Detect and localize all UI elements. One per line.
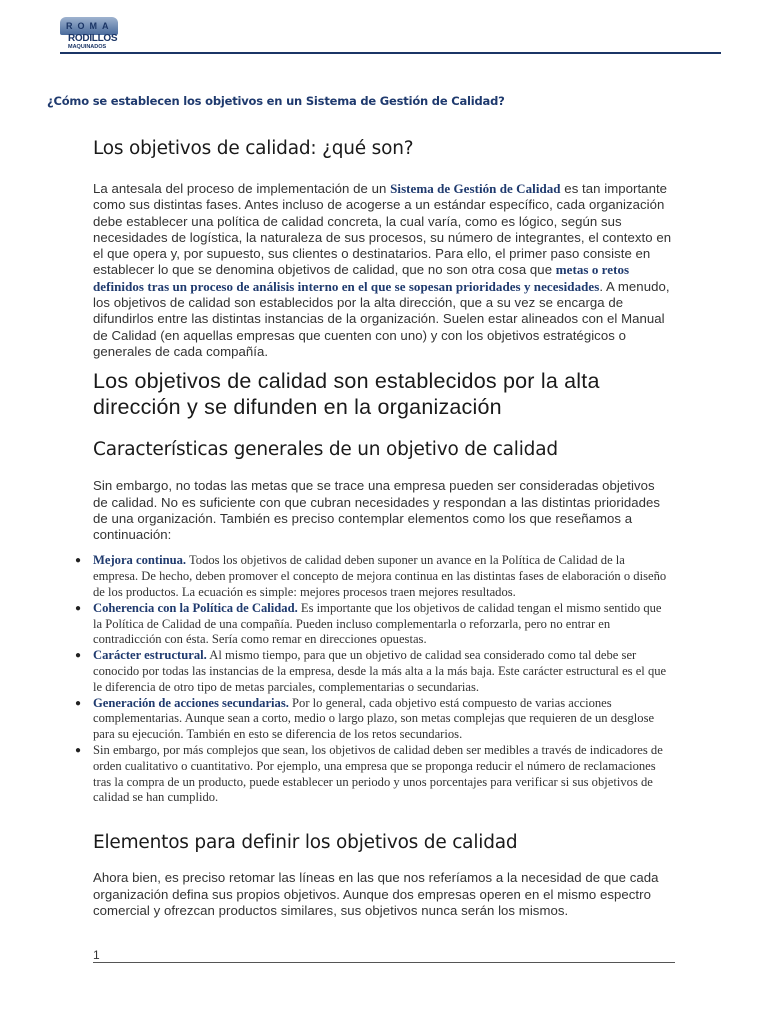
logo-brand-top: ROMA [66, 21, 114, 31]
header-divider [60, 52, 721, 54]
section1-paragraph [93, 181, 673, 360]
bullet-icon: ● [75, 697, 82, 709]
logo-brand-main: RODILLOS [68, 33, 118, 44]
item-term: Coherencia con la Política de Calidad. [93, 600, 298, 615]
list-item [65, 648, 673, 695]
section1-text-c: . A menudo, los objetivos de calidad son establecidos por la alta dirección, que a su vez se encarga de difundirlos entre las distintas instancias de la organización. Suelen estar alineados con el Manual de Calidad (en aquellas empresas que cuenten con uno) y con los objetivos estratégicos o generales de cada compañía. [93, 278, 670, 359]
list-item [65, 601, 673, 648]
list-item [65, 743, 673, 806]
item-text: Por lo general, cada objetivo está compuesto de varias acciones complementarias. Aunque sean a corto, medio o largo plazo, son metas complejas que requieren de un desglose para su ejecución. También en esto se diferencia de los retos secundarios. [93, 695, 655, 742]
link-sistema-gestion-calidad[interactable]: Sistema de Gestión de Calidad [390, 181, 561, 196]
bullet-icon: ● [75, 602, 82, 614]
section1-text-a: La antesala del proceso de implementación de un [93, 181, 391, 196]
section1-heading: Los objetivos de calidad: ¿qué son? [93, 138, 414, 159]
link-metas-retos[interactable]: metas o retos definidos tras un proceso de análisis interno en el que se sopesan prioridades y necesidades [93, 262, 630, 294]
section3-heading: Elementos para definir los objetivos de calidad [93, 832, 518, 854]
bullet-icon: ● [75, 745, 82, 757]
characteristics-list [75, 553, 673, 806]
bullet-icon: ● [75, 555, 82, 567]
list-item [65, 696, 673, 743]
item-term: Generación de acciones secundarias. [93, 695, 289, 710]
section2-intro: Sin embargo, no todas las metas que se trace una empresa pueden ser consideradas objetivos de calidad. No es suficiente con que cubran necesidades y respondan a las distintas prioridades de una organización. También es preciso contemplar elementos como los que reseñamos a continuación: [93, 478, 661, 543]
item-text: Es importante que los objetivos de calidad tengan el mismo sentido que la Política de Calidad de una compañía. Pueden incluso complementarla o reforzarla, pero no entrar en contradicción con ésta. Sería como remar en direcciones opuestas. [93, 600, 662, 647]
footer-divider [93, 962, 675, 963]
section2-heading: Características generales de un objetivo de calidad [93, 439, 558, 461]
list-item [65, 553, 673, 600]
section1-text-b: es tan importante como sus distintas fases. Antes incluso de acogerse a un estándar específico, cada organización debe establecer una política de calidad concreta, la cual varía, como es lógico, según sus necesidades de logística, la naturaleza de sus procesos, su número de integrantes, el contexto en el que opera y, por supuesto, sus clientes o destinatarios. Para ello, el primer paso consiste en establecer lo que se denomina objetivos de calidad, que no son otra cosa que [93, 181, 672, 278]
item-text: Al mismo tiempo, para que un objetivo de calidad sea considerado como tal debe ser conocido por todas las instancias de la empresa, desde la más alta a la más baja. Este carácter estructural es el que le diferencia de otro tipo de metas parciales, complementarias o secundarias. [93, 648, 667, 694]
item-text: Sin embargo, por más complejos que sean, los objetivos de calidad deben ser medibles a través de indicadores de orden cualitativo o cuantitativo. Por ejemplo, una empresa que se proponga reducir el número de reclamaciones tras la compra de un producto, puede establecer un periodo y unos porcentajes para verificar si sus objetivos de calidad se han cumplido. [93, 743, 663, 805]
logo-brand-sub: MAQUINADOS [68, 44, 107, 50]
item-text: Todos los objetivos de calidad deben suponer un avance en la Política de Calidad de la empresa. De hecho, deben promover el concepto de mejora continua en las distintas fases de elaboración o diseño de los productos. La ecuación es simple: mejores procesos traen mejores resultados. [93, 553, 667, 600]
page-number: 1 [93, 948, 100, 962]
section3-intro: Ahora bien, es preciso retomar las líneas en las que nos referíamos a la necesidad de que cada organización defina sus propios objetivos. Aunque dos empresas operen en el mismo espectro comercial y ofrezcan productos similares, sus objetivos nunca serán los mismos. [93, 870, 659, 918]
company-logo [60, 17, 118, 49]
document-question: ¿Cómo se establecen los objetivos en un Sistema de Gestión de Calidad? [47, 94, 505, 108]
callout-heading: Los objetivos de calidad son establecidos por la alta dirección y se difunden en la organización [93, 369, 600, 420]
item-term: Carácter estructural. [93, 648, 207, 663]
bullet-icon: ● [75, 650, 82, 662]
document-body [75, 138, 673, 919]
item-term: Mejora continua. [93, 553, 187, 568]
